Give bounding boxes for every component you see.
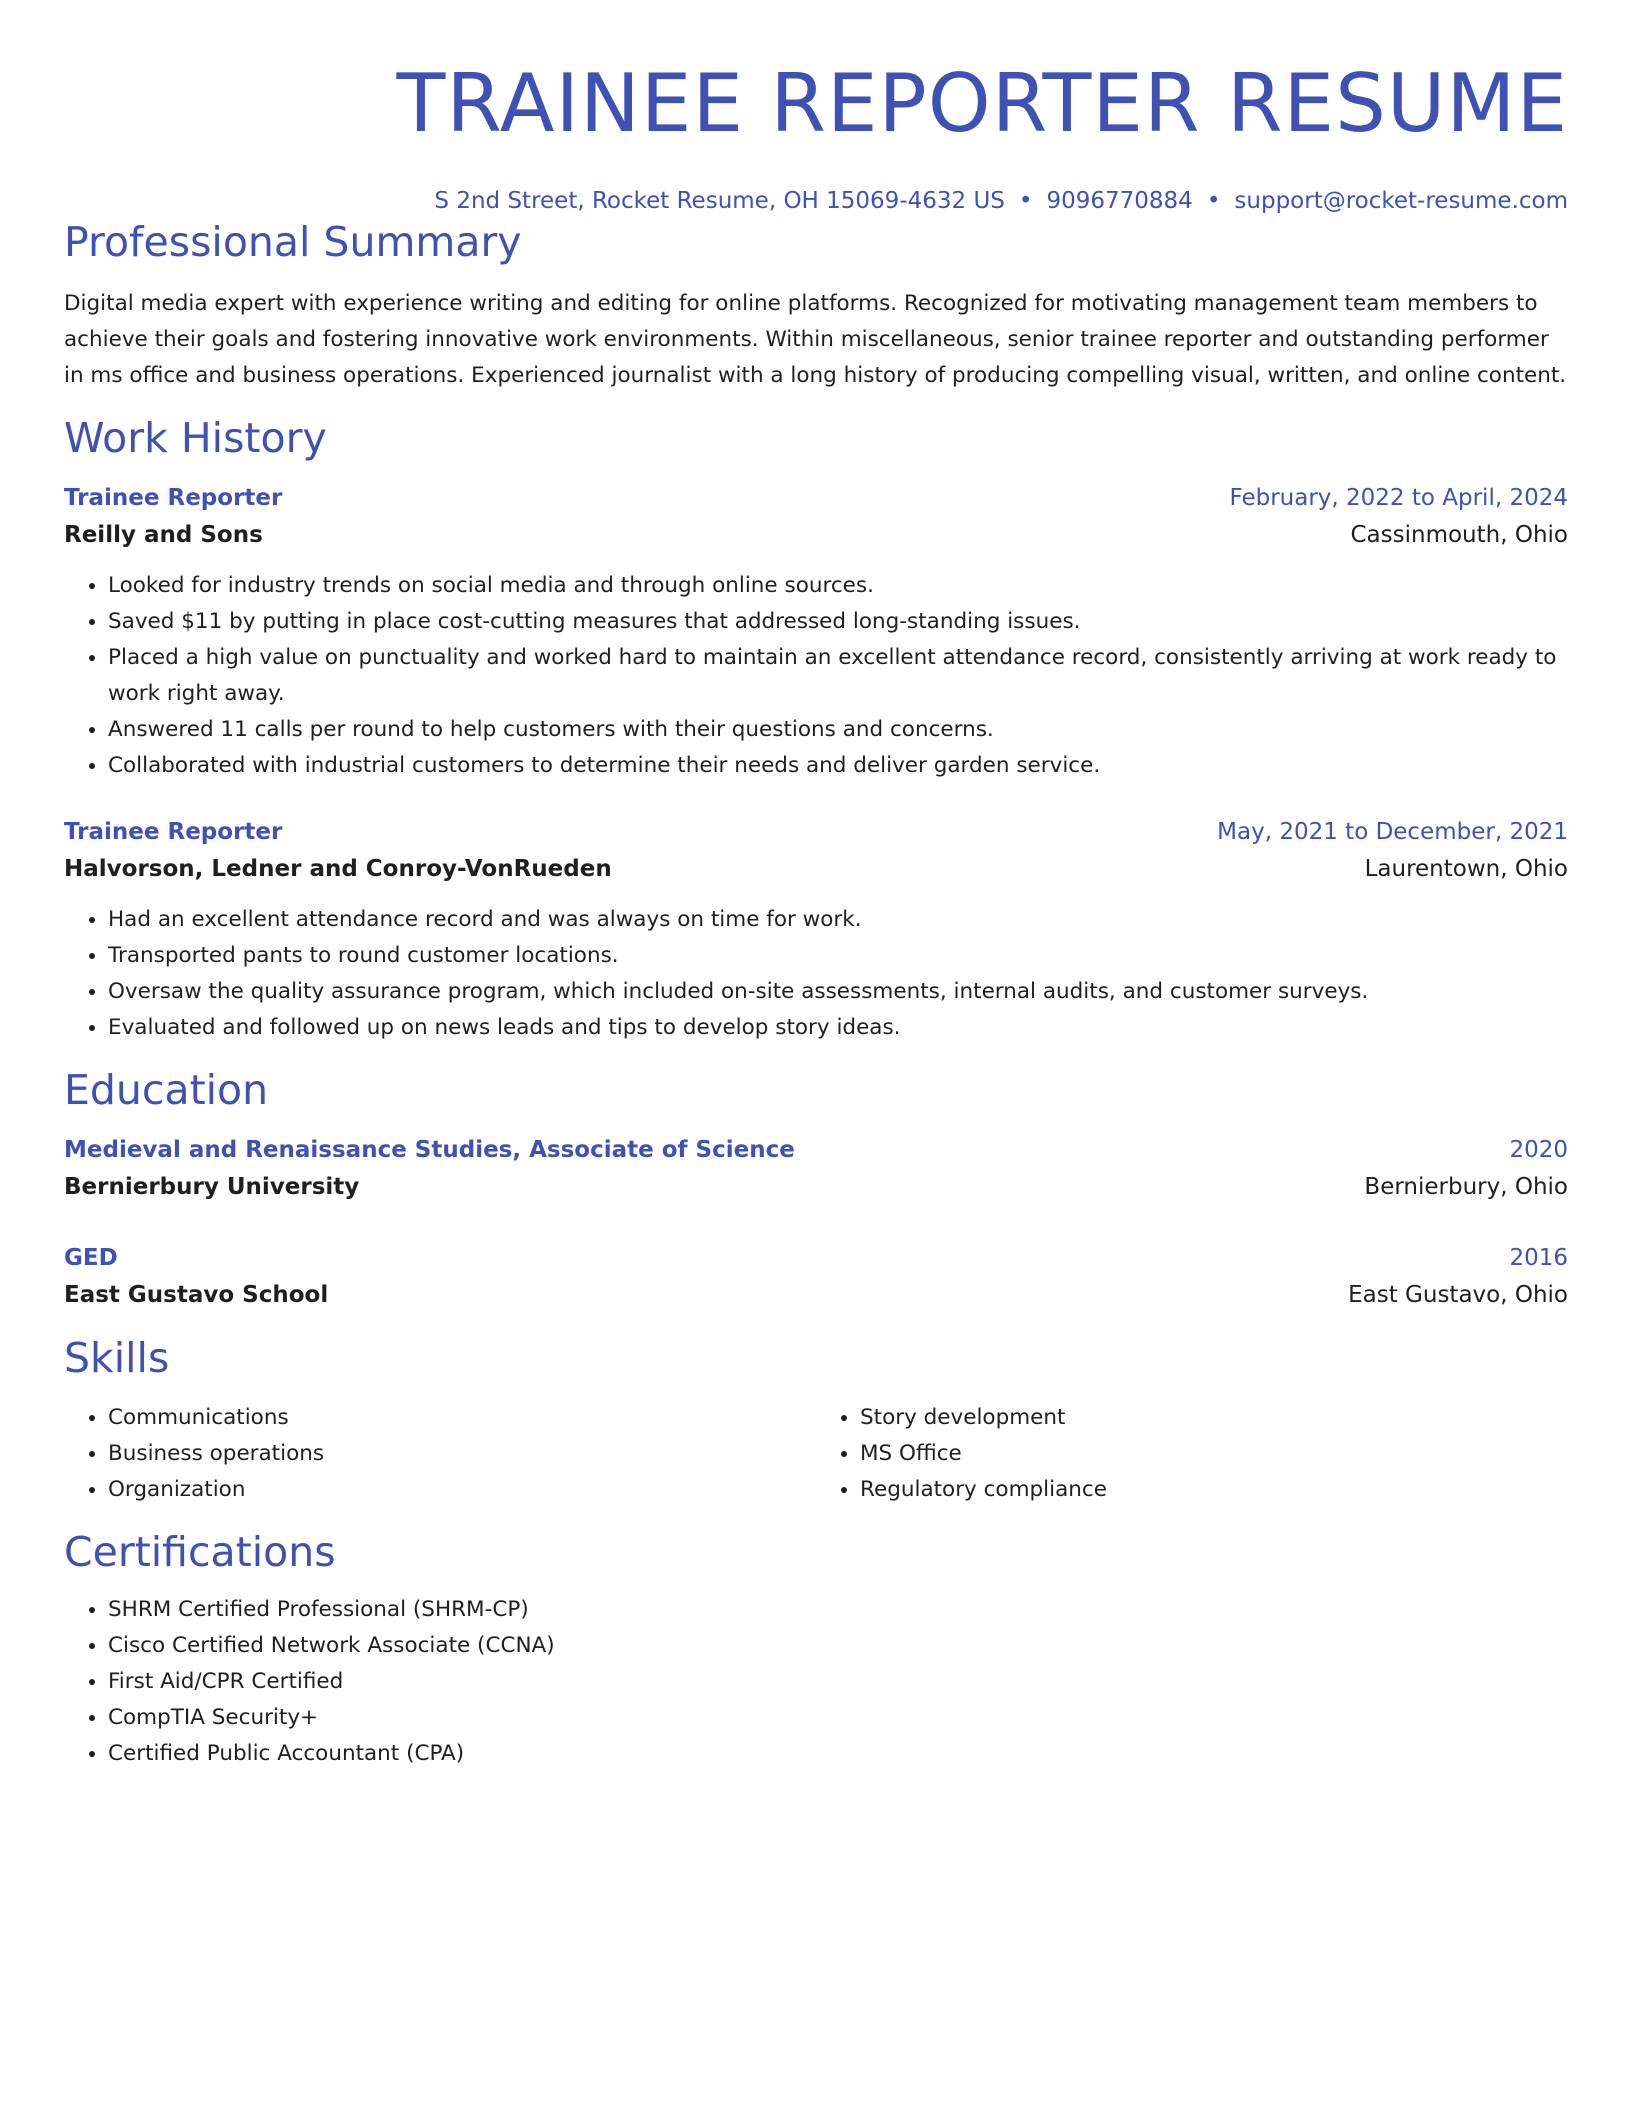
certifications-section [64, 1526, 1568, 1772]
job-location: Laurentown, Ohio [1364, 856, 1568, 882]
skill-item: • MS Office [860, 1436, 1568, 1472]
school-location: East Gustavo, Ohio [1348, 1282, 1568, 1308]
certifications-heading: Certifications [64, 1528, 336, 1576]
job-dates: May, 2021 to December, 2021 [1217, 819, 1568, 845]
list-item: • Looked for industry trends on social media and through online sources. [108, 568, 1568, 604]
school-name: Bernierbury University [64, 1174, 360, 1200]
summary-heading: Professional Summary [64, 218, 522, 266]
certification-item: • Certified Public Accountant (CPA) [108, 1736, 1568, 1772]
education-heading: Education [64, 1066, 269, 1114]
skill-item: • Communications [108, 1400, 816, 1436]
job-location: Cassinmouth, Ohio [1350, 522, 1568, 548]
school-name: East Gustavo School [64, 1282, 329, 1308]
certifications-list [64, 1592, 1568, 1772]
skills-heading: Skills [64, 1334, 170, 1382]
contact-separator: • [1018, 188, 1033, 214]
job-title: Trainee Reporter [64, 485, 283, 511]
list-item: • Saved $11 by putting in place cost-cutting measures that addressed long-standing issues. [108, 604, 1568, 640]
education-entry [64, 1240, 1568, 1314]
contact-address: S 2nd Street, Rocket Resume, OH 15069-4632 US [434, 188, 1005, 214]
skill-item: • Business operations [108, 1436, 816, 1472]
list-item: • Collaborated with industrial customers to determine their needs and deliver garden service. [108, 748, 1568, 784]
certification-item: • SHRM Certified Professional (SHRM-CP) [108, 1592, 1568, 1628]
job-company: Halvorson, Ledner and Conroy-VonRueden [64, 856, 612, 882]
list-item: • Placed a high value on punctuality and worked hard to maintain an excellent attendance record, consistently arriving at work ready to work right away. [108, 640, 1568, 712]
skills-list-right [816, 1400, 1568, 1508]
skills-columns [64, 1400, 1568, 1508]
certification-item: • First Aid/CPR Certified [108, 1664, 1568, 1700]
graduation-year: 2016 [1509, 1245, 1568, 1271]
skill-item: • Regulatory compliance [860, 1472, 1568, 1508]
skills-list-left [64, 1400, 816, 1508]
list-item: • Answered 11 calls per round to help customers with their questions and concerns. [108, 712, 1568, 748]
skill-item: • Organization [108, 1472, 816, 1508]
resume-header [64, 56, 1568, 216]
page-title: TRAINEE REPORTER RESUME [396, 57, 1568, 150]
job-title: Trainee Reporter [64, 819, 283, 845]
job-bullets [64, 568, 1568, 784]
degree: GED [64, 1245, 118, 1271]
job-dates: February, 2022 to April, 2024 [1229, 485, 1568, 511]
work-history-heading: Work History [64, 414, 327, 462]
education-entry [64, 1132, 1568, 1206]
contact-email[interactable]: support@rocket-resume.com [1234, 188, 1568, 214]
school-location: Bernierbury, Ohio [1364, 1174, 1568, 1200]
skill-item: • Story development [860, 1400, 1568, 1436]
contact-separator: • [1206, 188, 1221, 214]
certification-item: • Cisco Certified Network Associate (CCNA) [108, 1628, 1568, 1664]
job-entry [64, 480, 1568, 784]
job-bullets [64, 902, 1568, 1046]
list-item: • Evaluated and followed up on news leads and tips to develop story ideas. [108, 1010, 1568, 1046]
skills-section [64, 1332, 1568, 1508]
graduation-year: 2020 [1509, 1137, 1568, 1163]
list-item: • Transported pants to round customer locations. [108, 938, 1568, 974]
work-history-section [64, 412, 1568, 1046]
degree: Medieval and Renaissance Studies, Associate of Science [64, 1137, 795, 1163]
education-section [64, 1064, 1568, 1314]
list-item: • Had an excellent attendance record and was always on time for work. [108, 902, 1568, 938]
job-company: Reilly and Sons [64, 522, 263, 548]
summary-text: Digital media expert with experience writing and editing for online platforms. Recognized for motivating management team members to achieve their goals and fostering innovative work environments. Within miscellaneous, senior trainee reporter and outstanding performer in ms office and business operations. Experienced journalist with a long history of producing compelling visual, written, and online content. [64, 291, 1567, 388]
contact-phone[interactable]: 9096770884 [1046, 188, 1193, 214]
certification-item: • CompTIA Security+ [108, 1700, 1568, 1736]
contact-line [64, 186, 1568, 216]
summary-section [64, 216, 1568, 394]
list-item: • Oversaw the quality assurance program, which included on-site assessments, internal audits, and customer surveys. [108, 974, 1568, 1010]
job-entry [64, 814, 1568, 1046]
